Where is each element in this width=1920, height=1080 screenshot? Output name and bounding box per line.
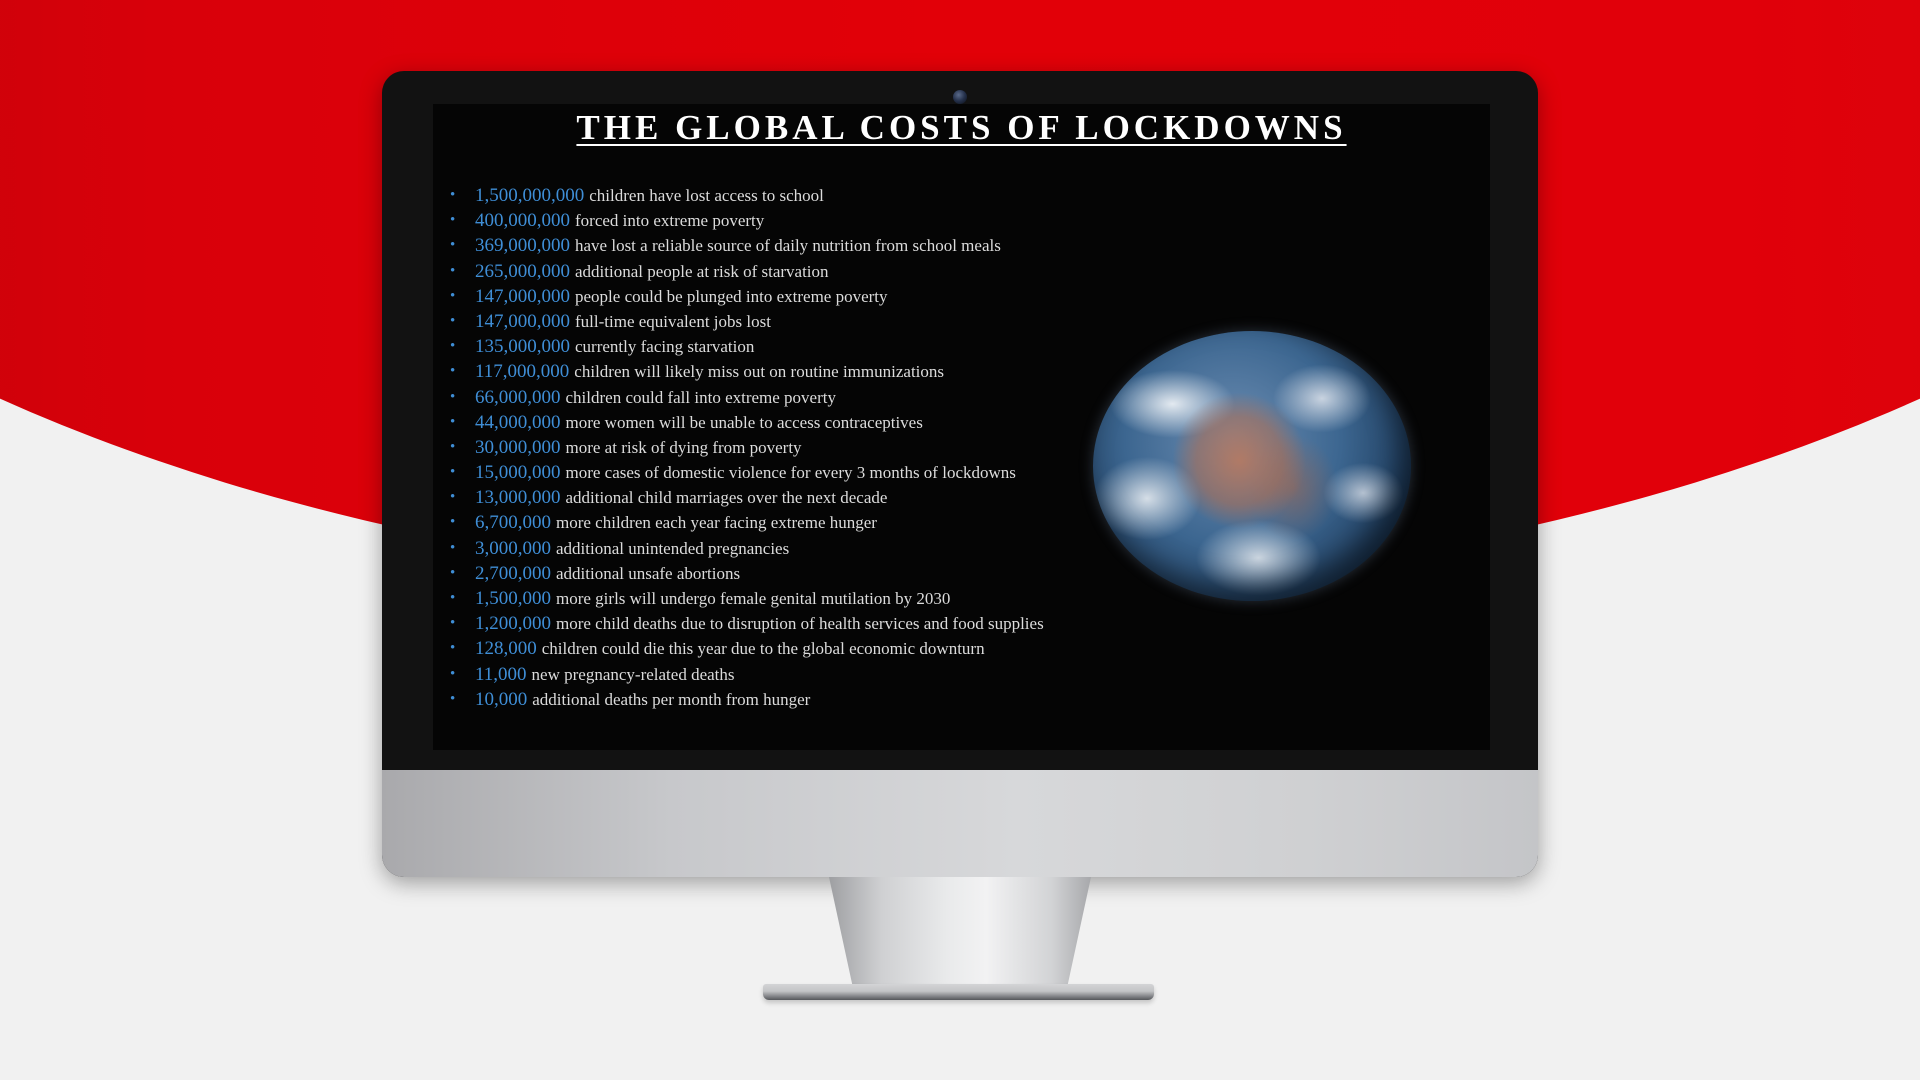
bullet-icon: •: [450, 187, 456, 203]
stat-text: new pregnancy-related deaths: [531, 664, 735, 684]
stat-text: currently facing starvation: [575, 337, 755, 357]
stat-item: [445, 662, 1044, 687]
stat-number: 3,000,000: [475, 537, 551, 559]
stat-number: 13,000,000: [475, 487, 561, 509]
stat-item: [445, 309, 1044, 334]
stat-text: more child deaths due to disruption of health services and food supplies: [556, 614, 1044, 634]
stat-text: forced into extreme poverty: [575, 211, 765, 231]
stat-item: [445, 359, 1044, 384]
stat-text: more cases of domestic violence for every 3 months of lockdowns: [565, 463, 1016, 483]
stat-number: 30,000,000: [475, 436, 561, 458]
bullet-icon: •: [450, 690, 456, 707]
bullet-icon: •: [450, 464, 456, 481]
stat-item: [445, 636, 1044, 661]
monitor-chin: [382, 770, 1538, 877]
stat-number: 369,000,000: [475, 235, 570, 257]
stat-number: 66,000,000: [475, 386, 561, 408]
stat-item: [445, 460, 1044, 485]
stat-item: [445, 435, 1044, 460]
bullet-icon: •: [450, 237, 456, 254]
slide-title: THE GLOBAL COSTS OF LOCKDOWNS: [576, 108, 1347, 147]
bullet-icon: •: [450, 539, 456, 556]
bullet-icon: •: [450, 312, 456, 329]
stat-number: 2,700,000: [475, 562, 551, 584]
stat-item: [445, 259, 1044, 284]
stat-text: have lost a reliable source of daily nutrition from school meals: [575, 236, 1001, 256]
stat-number: 147,000,000: [475, 310, 570, 332]
bullet-icon: •: [450, 212, 456, 229]
monitor-frame: [382, 71, 1538, 877]
stat-text: children could fall into extreme poverty: [565, 387, 836, 407]
stat-item: [445, 385, 1044, 410]
stat-item: [445, 183, 1044, 208]
stat-item: [445, 586, 1044, 611]
stat-number: 400,000,000: [475, 210, 570, 232]
stat-text: additional unintended pregnancies: [556, 538, 790, 558]
stat-text: more children each year facing extreme hunger: [556, 513, 877, 533]
stat-item: [445, 510, 1044, 535]
stat-number: 1,500,000: [475, 588, 551, 609]
stat-number: 15,000,000: [475, 462, 561, 484]
stat-text: more girls will undergo female genital mutilation by 2030: [556, 589, 951, 608]
webcam-icon: [953, 90, 967, 104]
stat-number: 128,000: [475, 638, 537, 660]
stat-text: more at risk of dying from poverty: [565, 437, 802, 457]
bullet-icon: •: [450, 287, 456, 304]
stat-text: additional people at risk of starvation: [575, 261, 829, 281]
bullet-icon: •: [450, 438, 456, 455]
stat-number: 117,000,000: [475, 361, 570, 383]
bullet-icon: •: [450, 413, 456, 430]
stat-number: 44,000,000: [475, 411, 561, 433]
stat-number: 10,000: [475, 688, 528, 710]
stat-text: people could be plunged into extreme poverty: [575, 286, 888, 306]
bullet-icon: •: [450, 564, 456, 581]
bullet-icon: •: [450, 388, 456, 405]
bullet-icon: •: [450, 489, 456, 506]
stat-item: [445, 536, 1044, 561]
stat-item: [445, 284, 1044, 309]
bullet-icon: •: [450, 640, 456, 657]
bullet-icon: •: [450, 338, 456, 355]
stat-item: [445, 233, 1044, 258]
stat-item: [445, 208, 1044, 233]
stat-item: [445, 334, 1044, 359]
stat-item: [445, 410, 1044, 435]
stat-number: 135,000,000: [475, 336, 570, 358]
bullet-icon: •: [450, 665, 456, 682]
stat-text: additional child marriages over the next decade: [565, 488, 888, 508]
stat-number: 6,700,000: [475, 512, 551, 534]
bullet-icon: •: [450, 615, 456, 632]
bullet-icon: •: [450, 363, 456, 380]
bullet-icon: •: [450, 262, 456, 279]
stat-item: [445, 687, 1044, 712]
stat-text: more women will be unable to access contraceptives: [565, 412, 923, 432]
stat-text: full-time equivalent jobs lost: [575, 311, 771, 331]
stat-text: additional deaths per month from hunger: [532, 689, 811, 709]
stat-number: 1,500,000,000: [475, 185, 585, 206]
stat-number: 265,000,000: [475, 260, 570, 282]
stat-item: [445, 485, 1044, 510]
stat-text: children could die this year due to the global economic downturn: [541, 639, 985, 659]
stat-item: [445, 611, 1044, 636]
stat-text: additional unsafe abortions: [556, 563, 741, 583]
stat-item: [445, 561, 1044, 586]
stat-text: children will likely miss out on routine immunizations: [574, 362, 945, 382]
stat-number: 147,000,000: [475, 285, 570, 307]
bullet-icon: •: [450, 514, 456, 531]
stat-number: 1,200,000: [475, 613, 551, 635]
stat-number: 11,000: [475, 663, 527, 685]
earth-image: [1093, 331, 1411, 601]
stat-text: children have lost access to school: [589, 186, 824, 205]
monitor-screen: [433, 104, 1490, 750]
monitor-stand-base: [763, 984, 1154, 1000]
monitor-stand-neck: [829, 877, 1091, 986]
bullet-icon: •: [450, 590, 456, 606]
stats-list: [445, 183, 1044, 712]
